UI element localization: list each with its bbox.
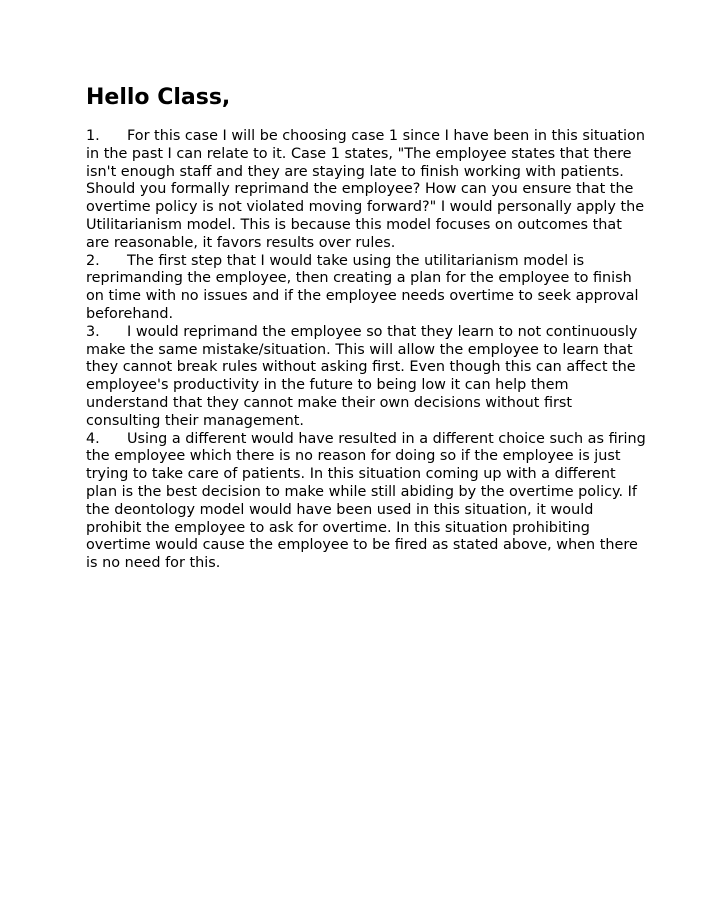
list-item <box>86 128 646 253</box>
document-heading: Hello Class, <box>86 85 231 110</box>
item-number: 4. <box>86 430 100 447</box>
item-number: 1. <box>86 128 100 144</box>
item-text: For this case I will be choosing case 1 since I have been in this situation in the past I can relate to it. Case 1 states, "The employee states that there isn't enough staff and they are staying late to finish working with patients. Should you formally reprimand the employee? How can you ensure that the overtime policy is not violated moving forward?" I would personally apply the Utilitarianism model. This is because this model focuses on outcomes that are reasonable, it favors results over rules. <box>86 128 645 251</box>
list-item <box>86 324 646 431</box>
item-text: I would reprimand the employee so that they learn to not continuously make the same mistake/situation. This will allow the employee to learn that they cannot break rules without asking first. Even though this can affect the employee's productivity in the future to being low it can help them understand that they cannot make their own decisions without first consulting their management. <box>86 323 638 429</box>
list-item <box>86 431 646 573</box>
item-number: 3. <box>86 323 100 340</box>
item-number: 2. <box>86 252 100 269</box>
list-item <box>86 253 646 324</box>
item-text: The first step that I would take using the utilitarianism model is reprimanding the employee, then creating a plan for the employee to finish on time with no issues and if the employee needs overtime to seek approval beforehand. <box>86 252 639 322</box>
document-body <box>86 84 646 573</box>
item-text: Using a different would have resulted in a different choice such as firing the employee which there is no reason for doing so if the employee is just trying to take care of patients. In this situation coming up with a different plan is the best decision to make while still abiding by the overtime policy. If the deontology model would have been used in this situation, it would prohibit the employee to ask for overtime. In this situation prohibiting overtime would cause the employee to be fired as stated above, when there is no need for this. <box>86 430 646 572</box>
